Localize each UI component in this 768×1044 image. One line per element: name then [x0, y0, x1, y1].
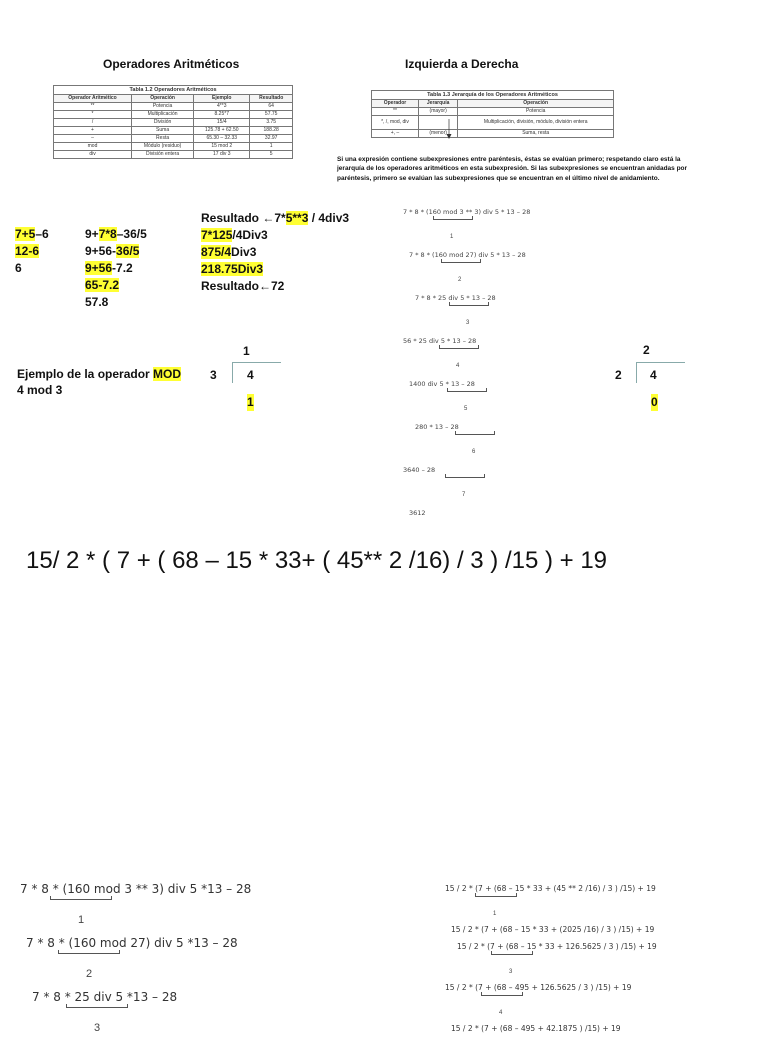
big-expression: 15/ 2 * ( 7 + ( 68 – 15 * 33+ ( 45** 2 /16) / 3 ) /15 ) + 19 — [26, 547, 608, 574]
table-header-cell: Operación — [458, 100, 614, 108]
table-cell: 15 mod 2 — [194, 143, 250, 151]
table-header-cell: Operación — [132, 95, 194, 103]
bracket-line — [66, 1004, 128, 1008]
step-number: 5 — [464, 406, 468, 412]
step-number: 1 — [78, 914, 85, 926]
step-expression: 7 * 8 * (160 mod 27) div 5 *13 – 28 — [26, 936, 238, 950]
table-cell: *, /, mod, div — [372, 116, 419, 130]
table-header-cell: Jerarquía — [418, 100, 457, 108]
table-caption: Tabla 1.2 Operadores Aritméticos — [53, 85, 293, 94]
calc-line — [201, 278, 349, 295]
mod-example-label: Ejemplo de la operador MOD 4 mod 3 — [17, 367, 182, 397]
table-row — [54, 143, 293, 151]
calc-part: 218.75Div3 — [201, 262, 264, 276]
step-item — [20, 882, 340, 926]
step-bracket — [409, 388, 573, 406]
calc-part: / 4div3 — [308, 211, 350, 225]
step-item — [403, 509, 573, 517]
step-expression: 15 / 2 * (7 + (68 – 495 + 126.5625 / 3 ) /15) + 19 — [445, 983, 632, 992]
table-cell: / — [54, 119, 132, 127]
step-number: 2 — [458, 277, 462, 283]
step-bracket — [457, 951, 745, 969]
table-cell: 188.28 — [250, 127, 293, 135]
step-item — [403, 208, 573, 240]
calc-part: Resultado ←7* — [201, 211, 286, 225]
division-2-quotient: 2 — [643, 343, 650, 357]
step-bracket — [20, 896, 340, 914]
calc-line — [201, 261, 349, 278]
table-cell: División entera — [132, 151, 194, 159]
step-bracket — [415, 431, 573, 449]
step-expression: 3640 – 28 — [403, 466, 436, 474]
step-bracket — [32, 1004, 340, 1022]
table-cell: * — [54, 111, 132, 119]
step-bracket — [445, 893, 745, 911]
calc-line — [85, 294, 147, 311]
table-row — [372, 130, 614, 138]
calc-line — [85, 277, 147, 294]
table-cell: Potencia — [132, 103, 194, 111]
step-number: 6 — [472, 449, 476, 455]
step-bracket — [403, 216, 573, 234]
division-2-dividend: 4 — [650, 368, 657, 382]
step-expression: 1400 div 5 * 13 – 28 — [409, 380, 475, 388]
calc-part: 57.8 — [85, 295, 109, 309]
bracket-line — [439, 345, 479, 349]
calc-part: 6 — [15, 261, 22, 275]
table-cell: ** — [54, 103, 132, 111]
table-cell: Suma, resta — [458, 130, 614, 138]
bracket-line — [447, 388, 487, 392]
table-cell: div — [54, 151, 132, 159]
step-expression: 3612 — [409, 509, 426, 517]
division-1-remainder: 1 — [247, 395, 254, 409]
step-number: 1 — [450, 234, 454, 240]
table-cell: ** — [372, 108, 419, 116]
step-bracket — [403, 345, 573, 363]
step-item — [445, 942, 745, 975]
bracket-line — [433, 216, 473, 220]
calc-part: 875/4 — [201, 245, 232, 259]
calc-line — [201, 210, 349, 227]
table-cell: (mayor) — [418, 108, 457, 116]
table-cell: 4**3 — [194, 103, 250, 111]
calc-line — [85, 226, 147, 243]
bracket-line — [449, 302, 489, 306]
table-cell: 17 div 3 — [194, 151, 250, 159]
step-item — [445, 983, 745, 1016]
division-1-quotient: 1 — [243, 344, 250, 358]
table-cell: 3.75 — [250, 119, 293, 127]
step-expression: 7 * 8 * (160 mod 3 ** 3) div 5 *13 – 28 — [20, 882, 252, 896]
calc-part: -7.2 — [112, 261, 133, 275]
example-column-1 — [15, 226, 49, 277]
down-arrow-icon — [446, 119, 452, 144]
table-header-cell: Operador — [372, 100, 419, 108]
table-cell: 1 — [250, 143, 293, 151]
calc-part: 9+56 — [85, 261, 113, 275]
example-column-2 — [85, 226, 147, 311]
step-expression: 15 / 2 * (7 + (68 – 15 * 33 + (45 ** 2 /16) / 3 ) /15) + 19 — [445, 884, 656, 893]
calc-part: 12-6 — [15, 244, 40, 258]
table-cell: Módulo (residuo) — [132, 143, 194, 151]
step-item — [403, 466, 573, 498]
table-header-cell: Operador Aritmético — [54, 95, 132, 103]
bracket-line — [58, 950, 120, 954]
step-item — [403, 380, 573, 412]
bracket-line — [455, 431, 495, 435]
table-cell: – — [54, 135, 132, 143]
table-cell: +, – — [372, 130, 419, 138]
table-cell: + — [54, 127, 132, 135]
table-row — [372, 116, 614, 130]
table-caption: Tabla 1.3 Jerarquía de los Operadores Aritméticos — [371, 90, 614, 99]
step-bracket — [403, 474, 573, 492]
step-expression: 280 * 13 – 28 — [415, 423, 459, 431]
table-operadores — [53, 85, 293, 159]
table-header-cell: Ejemplo — [194, 95, 250, 103]
table-row — [54, 135, 293, 143]
step-expression: 7 * 8 * 25 div 5 *13 – 28 — [32, 990, 178, 1004]
table-cell: Multiplicación, división, módulo, división entera — [458, 116, 614, 130]
calc-part: 36/5 — [116, 244, 140, 258]
table-cell: 32.97 — [250, 135, 293, 143]
bottom-left-steps — [20, 882, 340, 1044]
step-item — [403, 251, 573, 283]
calc-part: –36/5 — [116, 227, 147, 241]
table-row — [54, 103, 293, 111]
table-cell: 57.75 — [250, 111, 293, 119]
table-cell: (menor) — [418, 130, 457, 138]
step-number: 1 — [493, 911, 497, 917]
calc-line — [15, 226, 49, 243]
table-cell: 15/4 — [194, 119, 250, 127]
table-row — [372, 108, 614, 116]
step-expression: 15 / 2 * (7 + (68 – 15 * 33 + 126.5625 / 3 ) /15) + 19 — [457, 942, 657, 951]
small-steps — [403, 208, 573, 528]
table-cell: Multiplicación — [132, 111, 194, 119]
calc-line — [15, 260, 49, 277]
table-row — [54, 151, 293, 159]
step-bracket — [415, 302, 573, 320]
calc-part: 5**3 — [285, 211, 309, 225]
calc-part: 7+5 — [15, 227, 36, 241]
calc-line — [201, 227, 349, 244]
step-item — [403, 294, 573, 326]
step-item — [445, 925, 745, 934]
step-bracket — [26, 950, 340, 968]
step-expression: 56 * 25 div 5 * 13 – 28 — [403, 337, 477, 345]
bracket-line — [441, 259, 481, 263]
step-bracket — [409, 259, 573, 277]
step-number: 3 — [466, 320, 470, 326]
calc-part: Div3 — [231, 245, 257, 259]
step-expression: 7 * 8 * (160 mod 27) div 5 * 13 – 28 — [409, 251, 526, 259]
table-cell: Resta — [132, 135, 194, 143]
table-cell: Potencia — [458, 108, 614, 116]
division-2-divisor: 2 — [615, 368, 622, 382]
bottom-right-steps — [445, 884, 745, 1041]
division-2-remainder: 0 — [651, 395, 658, 409]
division-2-bracket — [636, 362, 685, 383]
step-expression: 15 / 2 * (7 + (68 – 15 * 33 + (2025 /16) / 3 ) /15) + 19 — [451, 925, 655, 934]
calc-part: 9+56- — [85, 244, 117, 258]
calc-part: 9+ — [85, 227, 99, 241]
calc-line — [201, 244, 349, 261]
step-number: 3 — [94, 1022, 101, 1034]
bracket-line — [475, 893, 517, 897]
table-cell: 5 — [250, 151, 293, 159]
division-1-bracket — [232, 362, 281, 383]
step-number: 3 — [509, 969, 513, 975]
example-column-3 — [201, 210, 349, 295]
right-title: Izquierda a Derecha — [405, 57, 519, 71]
table-cell: mod — [54, 143, 132, 151]
step-number: 4 — [456, 363, 460, 369]
step-item — [445, 884, 745, 917]
table-header-cell: Resultado — [250, 95, 293, 103]
calc-part: –6 — [35, 227, 49, 241]
left-title: Operadores Aritméticos — [103, 57, 240, 71]
calc-part: 7*125 — [201, 228, 233, 242]
calc-line — [85, 243, 147, 260]
calc-part: /4Div3 — [232, 228, 268, 242]
step-number: 4 — [499, 1010, 503, 1016]
bracket-line — [50, 896, 112, 900]
calc-part: Resultado←72 — [201, 279, 285, 293]
bracket-line — [481, 992, 523, 996]
table-cell: 125.78 + 62.50 — [194, 127, 250, 135]
step-expression: 7 * 8 * (160 mod 3 ** 3) div 5 * 13 – 28 — [403, 208, 531, 216]
step-number: 7 — [462, 492, 466, 498]
step-bracket — [445, 992, 745, 1010]
step-item — [403, 423, 573, 455]
step-item — [403, 337, 573, 369]
calc-part: 65-7.2 — [85, 278, 120, 292]
step-item — [445, 1024, 745, 1033]
table-cell: Suma — [132, 127, 194, 135]
division-1-divisor: 3 — [210, 368, 217, 382]
table-cell: 8.25*7 — [194, 111, 250, 119]
step-item — [20, 990, 340, 1034]
table-row — [54, 111, 293, 119]
step-number: 2 — [86, 968, 93, 980]
table-cell: 64 — [250, 103, 293, 111]
bracket-line — [491, 951, 533, 955]
calc-part: 7*8 — [98, 227, 117, 241]
table-row — [54, 127, 293, 135]
bracket-line — [445, 474, 485, 478]
note-paragraph: Si una expresión contiene subexpresiones entre paréntesis, éstas se evalúan primero; respetando claro está la jerarquía de los operadores aritméticos en esta subexpresión. Si las subexpresiones se encuentran anidadas por paréntesis, primero se evalúan las subexpresiones que se encuentran en el último nivel de anidamiento. — [337, 156, 688, 182]
step-expression: 15 / 2 * (7 + (68 – 495 + 42.1875 ) /15) + 19 — [451, 1024, 621, 1033]
step-item — [20, 936, 340, 980]
table-row — [54, 119, 293, 127]
step-expression: 7 * 8 * 25 div 5 * 13 – 28 — [415, 294, 496, 302]
division-1-dividend: 4 — [247, 368, 254, 382]
table-jerarquia — [371, 90, 614, 138]
calc-line — [15, 243, 49, 260]
calc-line — [85, 260, 147, 277]
table-cell: División — [132, 119, 194, 127]
table-cell: 65.30 – 32.33 — [194, 135, 250, 143]
